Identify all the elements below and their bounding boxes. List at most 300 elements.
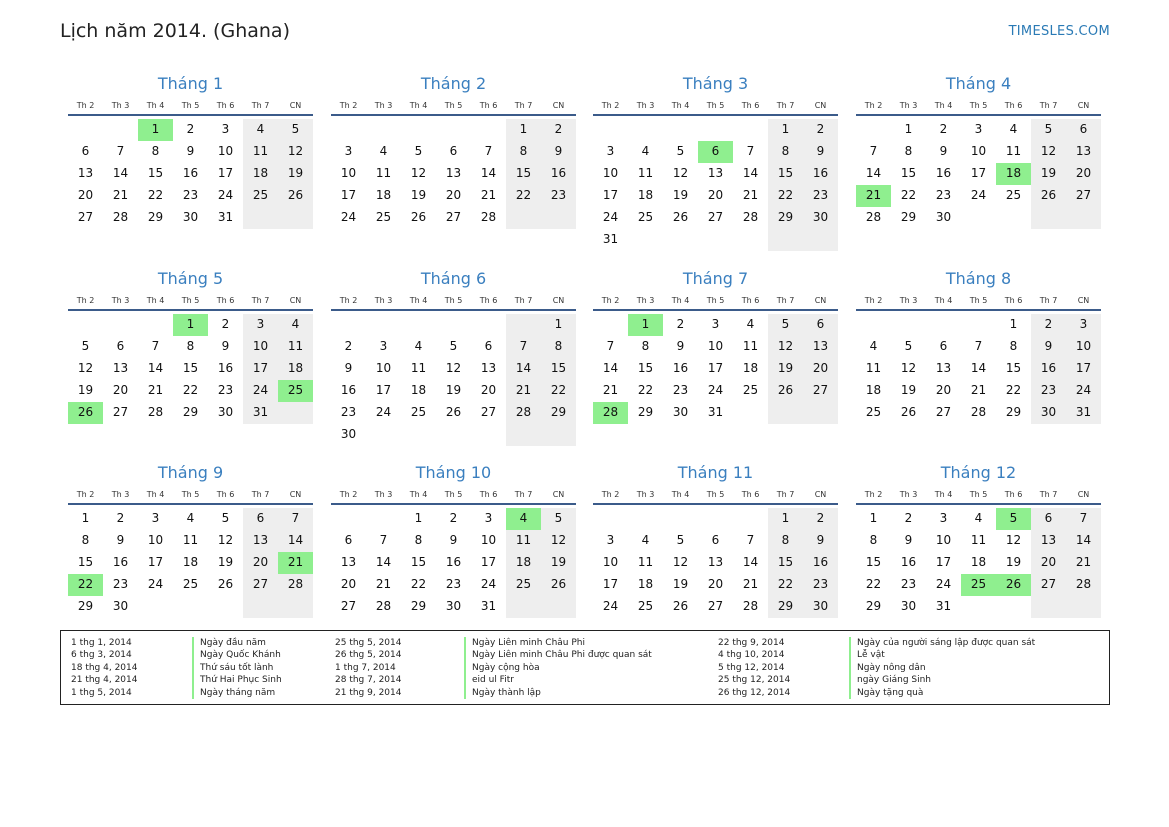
empty-cell bbox=[663, 508, 698, 530]
weekday-header bbox=[856, 487, 1101, 505]
holiday-cell: 1 bbox=[628, 314, 663, 336]
empty-cell bbox=[401, 424, 436, 446]
day-cell: 15 bbox=[77, 555, 94, 569]
day-cell: 17 bbox=[707, 361, 724, 375]
empty-cell bbox=[366, 314, 401, 336]
day-cell: 29 bbox=[768, 207, 803, 229]
day-cell: 9 bbox=[904, 533, 913, 547]
day-cell: 11 bbox=[278, 336, 313, 358]
day-cell: 15 bbox=[768, 163, 803, 185]
day-cell: 16 bbox=[541, 163, 576, 185]
day-cell: 1 bbox=[506, 119, 541, 141]
day-cell: 23 bbox=[803, 185, 838, 207]
day-cell: 6 bbox=[711, 533, 720, 547]
day-cell: 28 bbox=[970, 405, 987, 419]
day-cell: 6 bbox=[81, 144, 90, 158]
day-cell: 30 bbox=[672, 405, 689, 419]
weekday-label: Th 7 bbox=[776, 101, 795, 110]
day-cell: 14 bbox=[742, 166, 759, 180]
day-cell: 24 bbox=[970, 188, 987, 202]
day-grid bbox=[68, 508, 313, 618]
day-cell: 14 bbox=[506, 358, 541, 380]
day-cell: 20 bbox=[1031, 552, 1066, 574]
weekday-label: Th 2 bbox=[864, 490, 883, 499]
day-cell: 27 bbox=[707, 599, 724, 613]
day-cell: 27 bbox=[803, 380, 838, 402]
weekday-label: Th 5 bbox=[969, 101, 988, 110]
day-cell: 24 bbox=[1066, 380, 1101, 402]
day-cell: 11 bbox=[637, 166, 654, 180]
day-cell: 23 bbox=[935, 188, 952, 202]
weekday-label: CN bbox=[1077, 490, 1090, 499]
empty-cell bbox=[331, 314, 366, 336]
day-cell: 17 bbox=[480, 555, 497, 569]
day-cell: 20 bbox=[707, 188, 724, 202]
legend-holiday: Ngày tặng quà bbox=[849, 687, 923, 699]
day-cell: 1 bbox=[414, 511, 423, 525]
month-5 bbox=[68, 268, 313, 424]
day-cell: 16 bbox=[803, 552, 838, 574]
legend-row bbox=[718, 674, 932, 686]
month-4 bbox=[856, 73, 1101, 229]
holiday-cell: 25 bbox=[961, 574, 996, 596]
day-cell: 23 bbox=[112, 577, 129, 591]
weekday-label: CN bbox=[814, 490, 827, 499]
day-cell: 21 bbox=[1066, 552, 1101, 574]
day-cell: 17 bbox=[602, 577, 619, 591]
day-cell: 29 bbox=[900, 210, 917, 224]
day-cell: 16 bbox=[672, 361, 689, 375]
day-cell: 6 bbox=[116, 339, 125, 353]
day-cell: 11 bbox=[637, 555, 654, 569]
day-cell: 5 bbox=[414, 144, 423, 158]
day-cell: 5 bbox=[768, 314, 803, 336]
weekday-label: CN bbox=[1077, 101, 1090, 110]
weekday-label: Th 2 bbox=[76, 296, 95, 305]
day-cell: 25 bbox=[243, 185, 278, 207]
day-cell: 16 bbox=[935, 166, 952, 180]
day-cell: 6 bbox=[939, 339, 948, 353]
day-cell: 30 bbox=[803, 207, 838, 229]
day-cell: 10 bbox=[340, 166, 357, 180]
day-cell: 8 bbox=[1009, 339, 1018, 353]
empty-cell bbox=[768, 229, 803, 251]
day-cell: 1 bbox=[869, 511, 878, 525]
day-cell: 26 bbox=[672, 210, 689, 224]
empty-cell bbox=[436, 119, 471, 141]
day-cell: 20 bbox=[480, 383, 497, 397]
day-cell: 14 bbox=[970, 361, 987, 375]
day-cell: 13 bbox=[77, 166, 94, 180]
day-cell: 16 bbox=[182, 166, 199, 180]
day-cell: 13 bbox=[445, 166, 462, 180]
holiday-cell: 1 bbox=[173, 314, 208, 336]
day-cell: 27 bbox=[1066, 185, 1101, 207]
legend-column bbox=[71, 637, 282, 699]
day-cell: 12 bbox=[217, 533, 234, 547]
day-cell: 18 bbox=[742, 361, 759, 375]
day-cell: 11 bbox=[970, 533, 987, 547]
month-title: Tháng 6 bbox=[420, 269, 487, 288]
day-cell: 31 bbox=[243, 402, 278, 424]
day-cell: 20 bbox=[803, 358, 838, 380]
day-grid bbox=[593, 119, 838, 251]
day-cell: 7 bbox=[606, 339, 615, 353]
weekday-header bbox=[593, 487, 838, 505]
day-cell: 18 bbox=[410, 383, 427, 397]
day-cell: 3 bbox=[974, 122, 983, 136]
weekday-label: Th 4 bbox=[934, 490, 953, 499]
day-cell: 17 bbox=[1066, 358, 1101, 380]
weekday-label: Th 3 bbox=[899, 101, 918, 110]
legend-date: 6 thg 3, 2014 bbox=[71, 650, 132, 661]
empty-cell bbox=[138, 314, 173, 336]
weekday-label: Th 5 bbox=[444, 101, 463, 110]
day-cell: 3 bbox=[606, 144, 615, 158]
day-cell: 23 bbox=[672, 383, 689, 397]
empty-cell bbox=[541, 207, 576, 229]
month-title: Tháng 9 bbox=[157, 463, 224, 482]
day-cell: 13 bbox=[707, 555, 724, 569]
legend-holiday: Ngày đầu năm bbox=[192, 637, 266, 649]
day-cell: 13 bbox=[340, 555, 357, 569]
empty-cell bbox=[471, 314, 506, 336]
day-cell: 12 bbox=[77, 361, 94, 375]
day-cell: 13 bbox=[243, 530, 278, 552]
legend-row bbox=[335, 637, 586, 649]
empty-cell bbox=[961, 596, 996, 618]
day-grid bbox=[331, 119, 576, 229]
empty-cell bbox=[278, 596, 313, 618]
day-cell: 26 bbox=[445, 405, 462, 419]
day-cell: 8 bbox=[641, 339, 650, 353]
day-cell: 2 bbox=[803, 508, 838, 530]
day-cell: 29 bbox=[637, 405, 654, 419]
day-cell: 19 bbox=[217, 555, 234, 569]
weekday-header bbox=[331, 98, 576, 116]
day-cell: 31 bbox=[1066, 402, 1101, 424]
weekday-label: Th 7 bbox=[251, 296, 270, 305]
day-cell: 3 bbox=[1066, 314, 1101, 336]
day-cell: 28 bbox=[1066, 574, 1101, 596]
day-cell: 30 bbox=[340, 427, 357, 441]
day-cell: 15 bbox=[541, 358, 576, 380]
day-cell: 23 bbox=[445, 577, 462, 591]
empty-cell bbox=[1066, 207, 1101, 229]
empty-cell bbox=[803, 229, 838, 251]
weekday-label: Th 7 bbox=[251, 490, 270, 499]
month-7 bbox=[593, 268, 838, 424]
holiday-cell: 26 bbox=[996, 574, 1031, 596]
legend-date: 21 thg 9, 2014 bbox=[335, 687, 402, 698]
empty-cell bbox=[103, 314, 138, 336]
day-cell: 2 bbox=[221, 317, 230, 331]
legend-row bbox=[71, 674, 282, 686]
day-cell: 21 bbox=[147, 383, 164, 397]
weekday-label: Th 2 bbox=[864, 296, 883, 305]
day-cell: 9 bbox=[939, 144, 948, 158]
legend-date: 1 thg 5, 2014 bbox=[71, 687, 132, 698]
day-grid bbox=[331, 314, 576, 446]
empty-cell bbox=[803, 402, 838, 424]
empty-cell bbox=[996, 207, 1031, 229]
day-cell: 27 bbox=[935, 405, 952, 419]
day-cell: 17 bbox=[602, 188, 619, 202]
day-cell: 23 bbox=[182, 188, 199, 202]
day-cell: 12 bbox=[541, 530, 576, 552]
day-cell: 15 bbox=[900, 166, 917, 180]
day-cell: 2 bbox=[904, 511, 913, 525]
day-cell: 31 bbox=[707, 405, 724, 419]
day-cell: 8 bbox=[414, 533, 423, 547]
day-cell: 8 bbox=[768, 141, 803, 163]
day-cell: 17 bbox=[147, 555, 164, 569]
day-cell: 7 bbox=[1066, 508, 1101, 530]
day-cell: 1 bbox=[81, 511, 90, 525]
weekday-label: Th 4 bbox=[934, 101, 953, 110]
weekday-label: Th 3 bbox=[374, 101, 393, 110]
day-cell: 17 bbox=[217, 166, 234, 180]
month-title: Tháng 2 bbox=[420, 74, 487, 93]
day-cell: 2 bbox=[803, 119, 838, 141]
legend-date: 22 thg 9, 2014 bbox=[718, 638, 785, 648]
weekday-label: Th 5 bbox=[706, 490, 725, 499]
day-cell: 21 bbox=[112, 188, 129, 202]
day-cell: 18 bbox=[182, 555, 199, 569]
day-cell: 24 bbox=[707, 383, 724, 397]
legend-row bbox=[71, 637, 266, 649]
legend-row bbox=[71, 662, 274, 674]
day-cell: 19 bbox=[541, 552, 576, 574]
weekday-label: Th 3 bbox=[111, 296, 130, 305]
holiday-cell: 4 bbox=[506, 508, 541, 530]
empty-cell bbox=[541, 424, 576, 446]
day-cell: 28 bbox=[112, 210, 129, 224]
weekday-label: Th 6 bbox=[216, 490, 235, 499]
day-cell: 27 bbox=[112, 405, 129, 419]
day-cell: 15 bbox=[182, 361, 199, 375]
day-cell: 13 bbox=[112, 361, 129, 375]
weekday-label: Th 4 bbox=[146, 296, 165, 305]
day-cell: 2 bbox=[186, 122, 195, 136]
day-cell: 9 bbox=[116, 533, 125, 547]
weekday-label: CN bbox=[289, 490, 302, 499]
day-cell: 20 bbox=[445, 188, 462, 202]
day-cell: 19 bbox=[1031, 163, 1066, 185]
day-cell: 30 bbox=[935, 210, 952, 224]
weekday-label: Th 4 bbox=[671, 490, 690, 499]
day-cell: 27 bbox=[480, 405, 497, 419]
day-cell: 16 bbox=[112, 555, 129, 569]
day-cell: 25 bbox=[865, 405, 882, 419]
day-cell: 31 bbox=[935, 599, 952, 613]
day-cell: 10 bbox=[602, 166, 619, 180]
day-cell: 8 bbox=[151, 144, 160, 158]
legend-date: 25 thg 5, 2014 bbox=[335, 638, 402, 648]
weekday-label: Th 3 bbox=[899, 296, 918, 305]
day-cell: 28 bbox=[506, 402, 541, 424]
day-cell: 10 bbox=[243, 336, 278, 358]
day-cell: 9 bbox=[221, 339, 230, 353]
empty-cell bbox=[366, 508, 401, 530]
day-cell: 21 bbox=[480, 188, 497, 202]
weekday-label: Th 6 bbox=[479, 101, 498, 110]
day-cell: 14 bbox=[1066, 530, 1101, 552]
legend-holiday: Ngày của người sáng lập được quan sát bbox=[849, 637, 1035, 649]
legend-holiday: Ngày Quốc Khánh bbox=[192, 649, 281, 661]
day-cell: 25 bbox=[182, 577, 199, 591]
month-8 bbox=[856, 268, 1101, 424]
legend-row bbox=[71, 687, 276, 699]
empty-cell bbox=[506, 424, 541, 446]
empty-cell bbox=[68, 314, 103, 336]
day-cell: 26 bbox=[541, 574, 576, 596]
day-cell: 19 bbox=[77, 383, 94, 397]
day-cell: 20 bbox=[112, 383, 129, 397]
day-cell: 13 bbox=[803, 336, 838, 358]
empty-cell bbox=[436, 314, 471, 336]
empty-cell bbox=[401, 314, 436, 336]
empty-cell bbox=[926, 314, 961, 336]
day-cell: 15 bbox=[768, 552, 803, 574]
empty-cell bbox=[593, 508, 628, 530]
day-cell: 8 bbox=[869, 533, 878, 547]
day-cell: 19 bbox=[445, 383, 462, 397]
legend-row bbox=[718, 637, 1036, 649]
weekday-header bbox=[593, 293, 838, 311]
weekday-label: Th 7 bbox=[514, 296, 533, 305]
day-cell: 26 bbox=[672, 599, 689, 613]
day-cell: 22 bbox=[506, 185, 541, 207]
weekday-label: Th 3 bbox=[636, 490, 655, 499]
day-cell: 8 bbox=[541, 336, 576, 358]
legend-row bbox=[335, 662, 540, 674]
day-cell: 4 bbox=[746, 317, 755, 331]
day-cell: 6 bbox=[344, 533, 353, 547]
day-cell: 21 bbox=[602, 383, 619, 397]
day-grid bbox=[856, 508, 1101, 618]
day-cell: 11 bbox=[865, 361, 882, 375]
day-cell: 19 bbox=[768, 358, 803, 380]
day-cell: 28 bbox=[375, 599, 392, 613]
weekday-label: Th 5 bbox=[706, 101, 725, 110]
month-11 bbox=[593, 462, 838, 618]
empty-cell bbox=[366, 119, 401, 141]
day-cell: 10 bbox=[970, 144, 987, 158]
legend-row bbox=[718, 649, 885, 661]
weekday-header bbox=[593, 98, 838, 116]
day-cell: 19 bbox=[900, 383, 917, 397]
day-cell: 3 bbox=[606, 533, 615, 547]
weekday-label: Th 5 bbox=[181, 490, 200, 499]
day-cell: 9 bbox=[541, 141, 576, 163]
day-cell: 24 bbox=[147, 577, 164, 591]
day-cell: 22 bbox=[768, 185, 803, 207]
month-3 bbox=[593, 73, 838, 251]
weekday-label: Th 6 bbox=[741, 296, 760, 305]
day-cell: 22 bbox=[541, 380, 576, 402]
empty-cell bbox=[331, 508, 366, 530]
weekday-label: Th 3 bbox=[374, 296, 393, 305]
day-cell: 23 bbox=[1031, 380, 1066, 402]
day-cell: 12 bbox=[1005, 533, 1022, 547]
empty-cell bbox=[768, 402, 803, 424]
weekday-label: Th 3 bbox=[111, 490, 130, 499]
day-cell: 30 bbox=[900, 599, 917, 613]
day-cell: 26 bbox=[768, 380, 803, 402]
day-cell: 24 bbox=[217, 188, 234, 202]
day-cell: 3 bbox=[939, 511, 948, 525]
day-cell: 14 bbox=[278, 530, 313, 552]
weekday-label: Th 3 bbox=[899, 490, 918, 499]
weekday-label: Th 6 bbox=[1004, 101, 1023, 110]
day-cell: 19 bbox=[410, 188, 427, 202]
empty-cell bbox=[401, 119, 436, 141]
day-cell: 10 bbox=[480, 533, 497, 547]
day-cell: 20 bbox=[935, 383, 952, 397]
day-cell: 23 bbox=[803, 574, 838, 596]
day-cell: 26 bbox=[410, 210, 427, 224]
holiday-cell: 25 bbox=[278, 380, 313, 402]
day-cell: 26 bbox=[217, 577, 234, 591]
day-cell: 28 bbox=[742, 210, 759, 224]
day-cell: 18 bbox=[506, 552, 541, 574]
weekday-label: Th 4 bbox=[146, 101, 165, 110]
weekday-header bbox=[856, 98, 1101, 116]
day-cell: 22 bbox=[147, 188, 164, 202]
day-cell: 22 bbox=[1005, 383, 1022, 397]
weekday-label: Th 7 bbox=[1039, 490, 1058, 499]
day-cell: 19 bbox=[672, 577, 689, 591]
month-title: Tháng 3 bbox=[682, 74, 749, 93]
day-cell: 3 bbox=[711, 317, 720, 331]
day-cell: 8 bbox=[904, 144, 913, 158]
day-cell: 2 bbox=[676, 317, 685, 331]
site-link[interactable]: TIMESLES.COM bbox=[1008, 24, 1110, 39]
empty-cell bbox=[996, 596, 1031, 618]
day-grid bbox=[331, 508, 576, 618]
weekday-label: Th 2 bbox=[601, 101, 620, 110]
legend-date: 26 thg 12, 2014 bbox=[718, 687, 791, 698]
empty-cell bbox=[698, 229, 733, 251]
day-grid bbox=[68, 314, 313, 424]
weekday-header bbox=[331, 293, 576, 311]
day-cell: 14 bbox=[375, 555, 392, 569]
empty-cell bbox=[733, 119, 768, 141]
weekday-label: CN bbox=[814, 296, 827, 305]
day-cell: 20 bbox=[1066, 163, 1101, 185]
day-cell: 28 bbox=[278, 574, 313, 596]
day-cell: 6 bbox=[243, 508, 278, 530]
day-cell: 3 bbox=[221, 122, 230, 136]
day-cell: 9 bbox=[803, 141, 838, 163]
weekday-label: Th 2 bbox=[339, 296, 358, 305]
day-grid bbox=[856, 314, 1101, 424]
day-cell: 13 bbox=[480, 361, 497, 375]
weekday-header bbox=[856, 293, 1101, 311]
day-cell: 9 bbox=[449, 533, 458, 547]
day-cell: 24 bbox=[480, 577, 497, 591]
weekday-label: Th 7 bbox=[514, 490, 533, 499]
day-cell: 17 bbox=[375, 383, 392, 397]
day-cell: 20 bbox=[340, 577, 357, 591]
day-cell: 15 bbox=[865, 555, 882, 569]
month-title: Tháng 11 bbox=[677, 463, 754, 482]
day-cell: 5 bbox=[221, 511, 230, 525]
weekday-label: CN bbox=[289, 101, 302, 110]
day-cell: 8 bbox=[81, 533, 90, 547]
day-cell: 24 bbox=[243, 380, 278, 402]
